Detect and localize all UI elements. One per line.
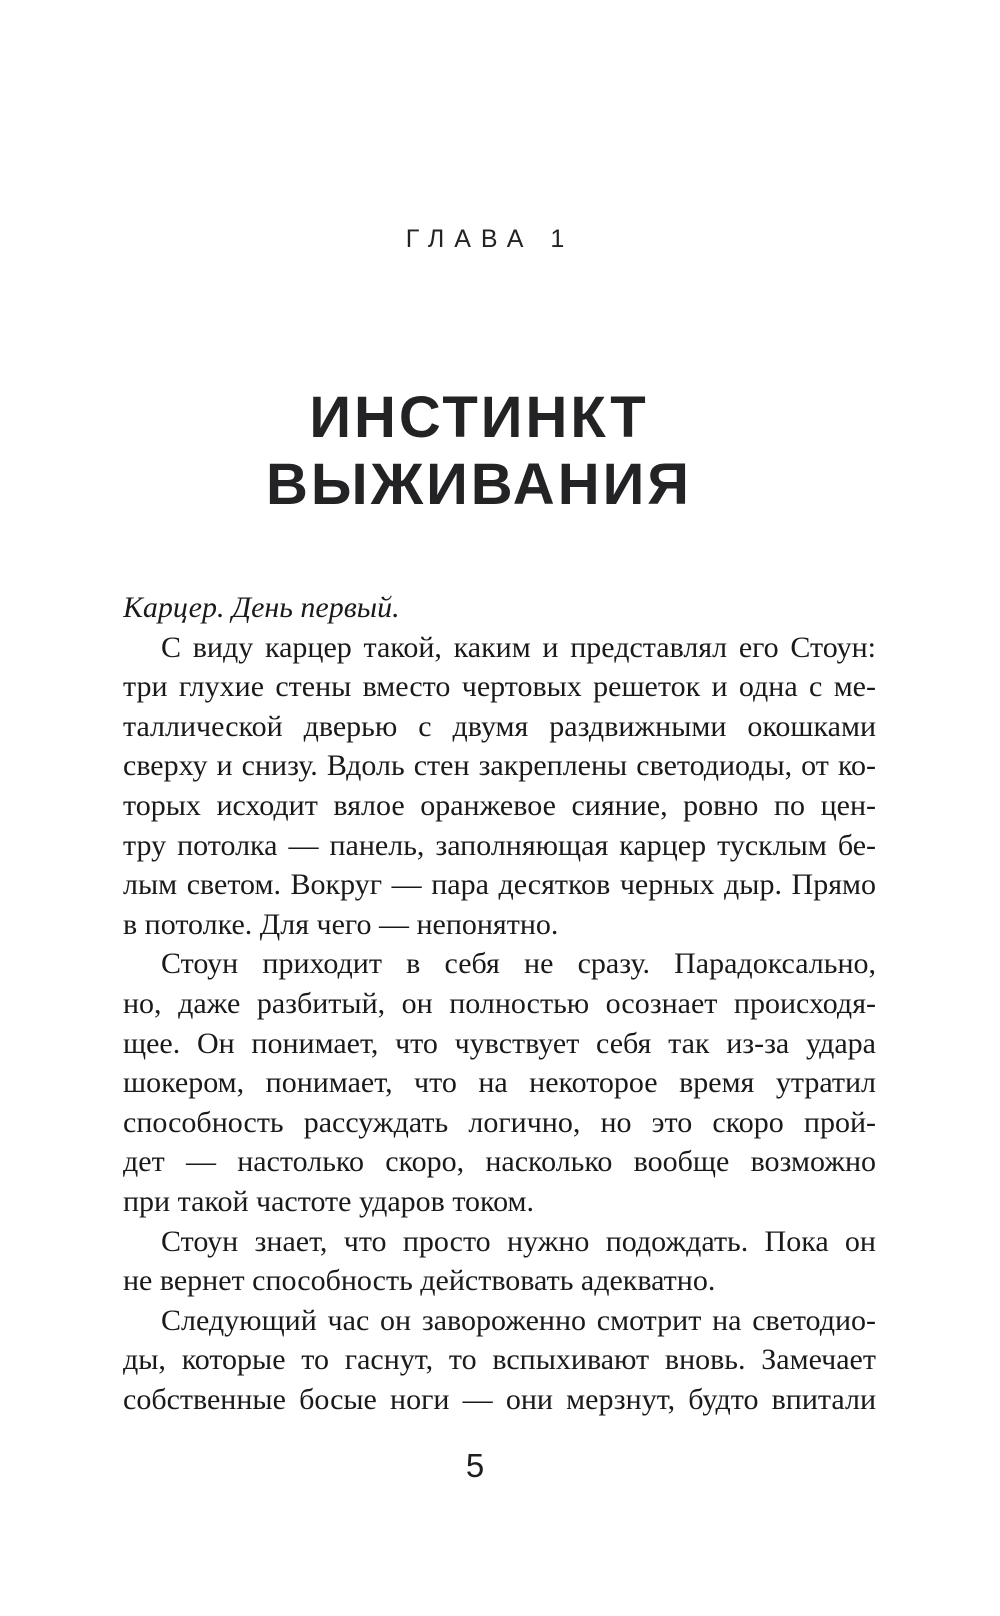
body-text-line: Стоун знает, что просто нужно подождать. Пока он: [161, 1224, 876, 1258]
body-text-line: три глухие стены вместо чертовых решеток и одна с ме-: [123, 670, 876, 704]
body-text-line: таллической дверью с двумя раздвижными окошками: [123, 709, 876, 743]
body-text-line: торых исходит вялое оранжевое сияние, ровно по цен-: [123, 788, 876, 822]
body-text-line: Следующий час он завороженно смотрит на светодио-: [161, 1303, 876, 1337]
body-text-line: в потолке. Для чего — непонятно.: [123, 907, 559, 941]
body-text-line: щее. Он понимает, что чувствует себя так из-за удара: [123, 1026, 876, 1060]
body-text-line: сверху и снизу. Вдоль стен закреплены светодиоды, от ко-: [123, 749, 876, 783]
body-text-line: способность рассуждать логично, но это скоро прой-: [123, 1105, 876, 1139]
page-number: 5: [465, 1447, 485, 1484]
body-text-line: но, даже разбитый, он полностью осознает происходя-: [123, 986, 876, 1020]
body-text-line: не вернет способность действовать адекватно.: [123, 1264, 716, 1298]
body-text-line: тру потолка — панель, заполняющая карцер тусклым бе-: [123, 828, 876, 862]
chapter-title-line1: ИНСТИНКТ: [309, 385, 649, 450]
body-text-line: собственные босые ноги — они мерзнут, будто впитали: [123, 1382, 876, 1416]
body-text-line: ды, которые то гаснут, то вспыхивают вновь. Замечает: [123, 1343, 876, 1377]
body-text-line: С виду карцер такой, каким и представлял его Стоун:: [161, 630, 876, 664]
body-text-line: Карцер. День первый.: [123, 591, 400, 624]
chapter-title-line2: ВЫЖИВАНИЯ: [266, 452, 692, 517]
body-text-line: при такой частоте ударов током.: [123, 1184, 535, 1218]
chapter-title: [0, 384, 979, 518]
body-text-line: шокером, понимает, что на некоторое время утратил: [123, 1066, 876, 1100]
body-text-line: дет — настолько скоро, насколько вообще возможно: [123, 1145, 876, 1179]
chapter-label: ГЛАВА 1: [405, 225, 575, 253]
body-text: [123, 588, 876, 1419]
body-text-line: Стоун приходит в себя не сразу. Парадоксально,: [161, 947, 876, 981]
body-text-line: лым светом. Вокруг — пара десятков черных дыр. Прямо: [123, 868, 876, 902]
